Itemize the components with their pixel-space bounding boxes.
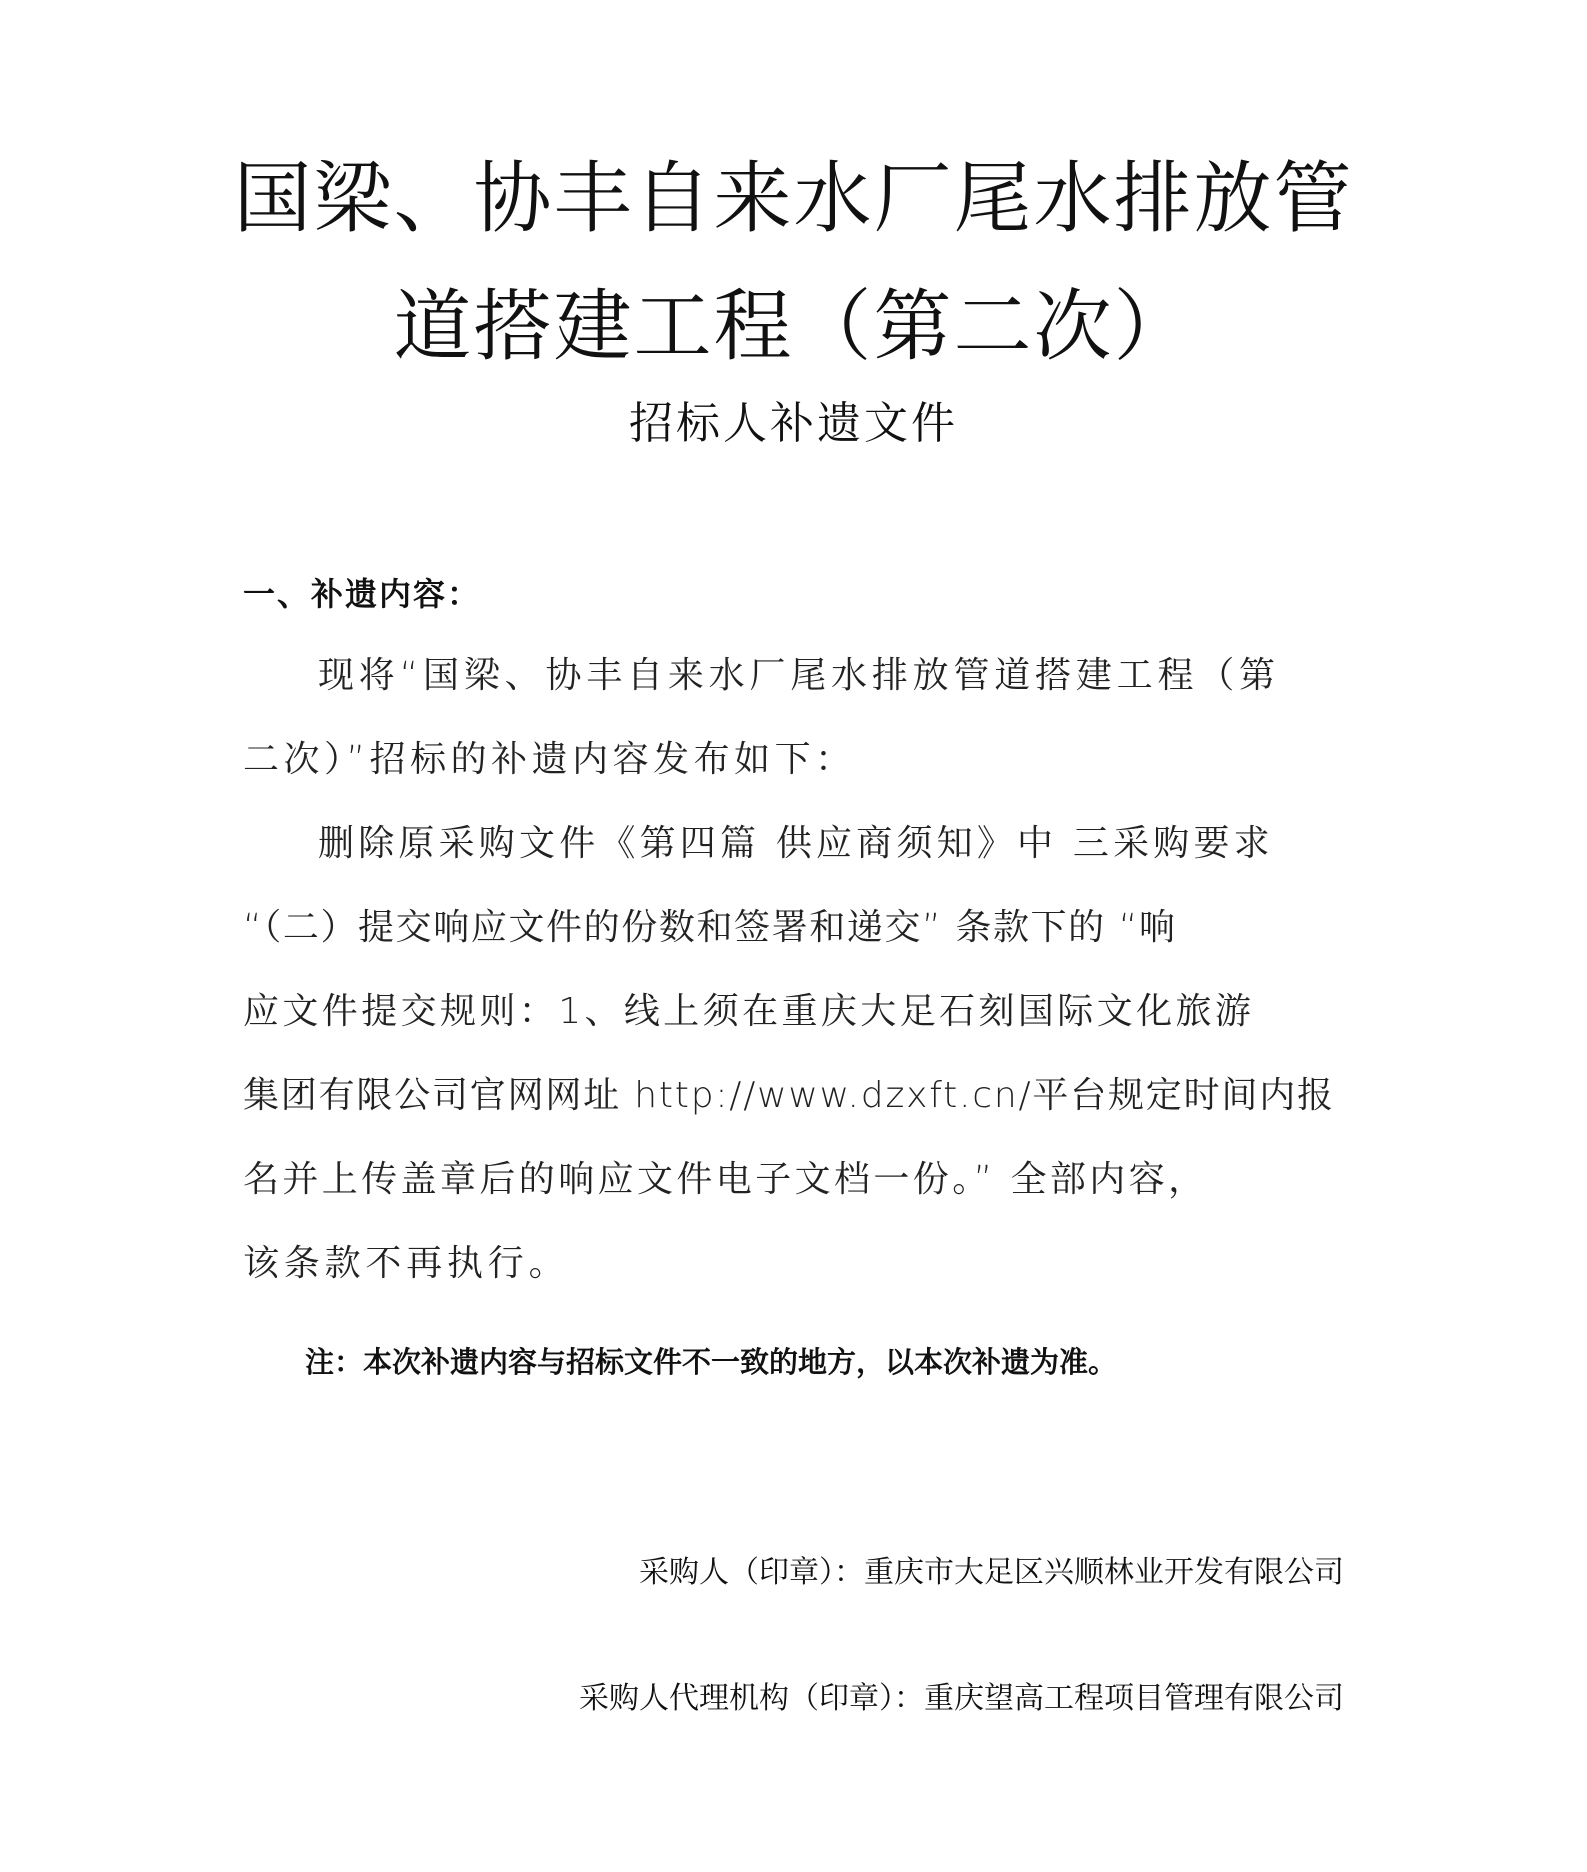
paragraph-2-line-4: 集团有限公司官网网址 http://www.dzxft.cn/平台规定时间内报 <box>243 1075 1335 1116</box>
signature-agent: 采购人代理机构（印章）：重庆望高工程项目管理有限公司 <box>579 1681 1344 1716</box>
section-heading: 一、补遗内容： <box>243 575 482 613</box>
document-title-line-1: 国梁、协丰自来水厂尾水排放管 <box>233 154 1354 244</box>
paragraph-2-line-2: “（二）提交响应文件的份数和签署和递交” 条款下的 “响 <box>243 907 1177 948</box>
paragraph-2-line-5: 名并上传盖章后的响应文件电子文档一份。” 全部内容， <box>243 1159 1208 1200</box>
document-subtitle: 招标人补遗文件 <box>629 398 958 449</box>
document-title-line-2: 道搭建工程（第二次） <box>393 282 1194 372</box>
paragraph-2-line-1: 删除原采购文件《第四篇 供应商须知》中 三采购要求 <box>318 823 1274 864</box>
note-text: 注：本次补遗内容与招标文件不一致的地方，以本次补遗为准。 <box>305 1345 1118 1379</box>
paragraph-1-line-1: 现将“国梁、协丰自来水厂尾水排放管道搭建工程（第 <box>318 655 1280 696</box>
paragraph-2-line-3: 应文件提交规则：1、线上须在重庆大足石刻国际文化旅游 <box>243 991 1255 1032</box>
paragraph-1-line-2: 二次）”招标的补遗内容发布如下： <box>243 739 856 780</box>
paragraph-2-line-6: 该条款不再执行。 <box>243 1243 570 1284</box>
signature-purchaser: 采购人（印章）：重庆市大足区兴顺林业开发有限公司 <box>639 1555 1344 1590</box>
